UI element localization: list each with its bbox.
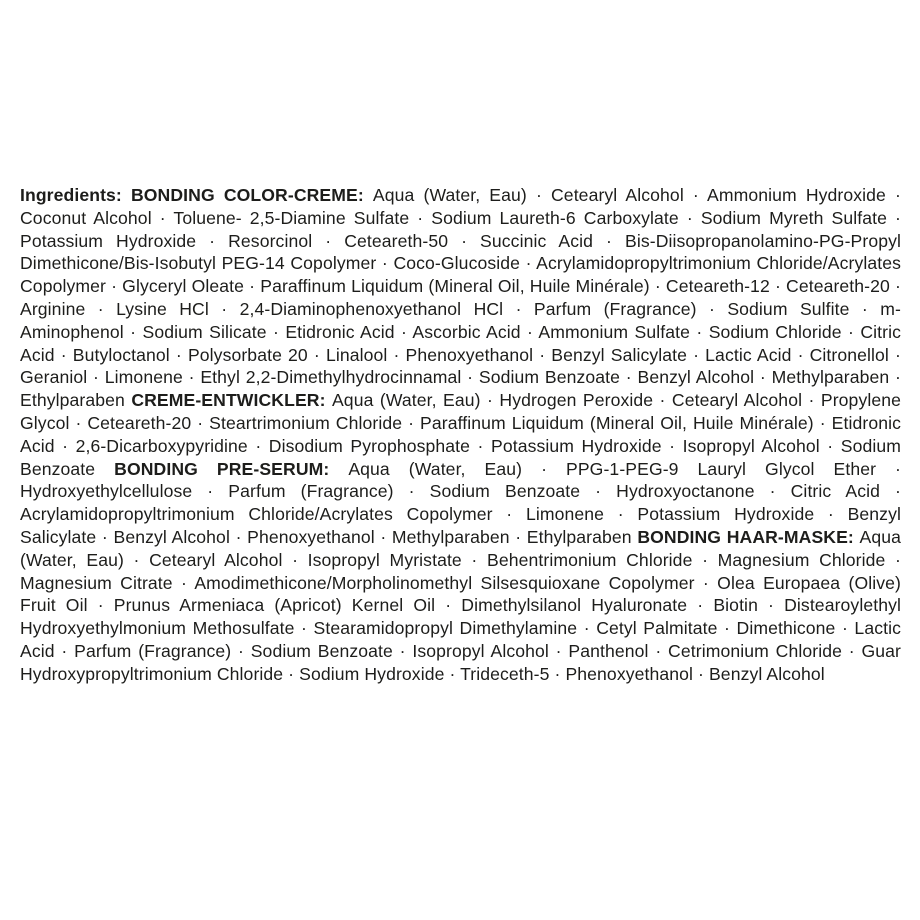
section-title: CREME-ENTWICKLER: (131, 390, 332, 411)
ingredients-paragraph (20, 184, 901, 686)
ingredients-label: Ingredients: (20, 185, 131, 205)
section-ingredients: Aqua (Water, Eau) · Cetearyl Alcohol · Isopropyl Myristate · Behentrimonium Chloride · Magnesium Chloride · Magnesium Citrate · Amodimethicone/Morpholinomethyl Silsesquioxane Copolymer · Olea Europaea (Olive) Fruit Oil · Prunus Armeniaca (Apricot) Kernel Oil · Dimethylsilanol Hyaluronate · Biotin · Distearoylethyl Hydroxyethylmonium Methosulfate · Stearamidopropyl Dimethylamine · Cetyl Palmitate · Dimethicone · Lactic Acid · Parfum (Fragrance) · Sodium Benzoate · Isopropyl Alcohol · Panthenol · Cetrimonium Chloride · Guar Hydroxypropyltrimonium Chloride · Sodium Hydroxide · Trideceth-5 · Phenoxyethanol · Benzyl Alcohol (20, 526, 902, 684)
section-ingredients: Aqua (Water, Eau) · Cetearyl Alcohol · Ammonium Hydroxide · Coconut Alcohol · Toluene- 2,5-Diamine Sulfate · Sodium Laureth-6 Carboxylate · Sodium Myreth Sulfate · Potassium Hydroxide · Resorcinol · Ceteareth-50 · Succinic Acid · Bis-Diisopropanolamino-PG-Propyl Dimethicone/Bis-Isobutyl PEG-14 Copolymer · Coco-Glucoside · Acrylamidopropyltrimonium Chloride/Acrylates Copolymer · Glyceryl Oleate · Paraffinum Liquidum (Mineral Oil, Huile Minérale) · Ceteareth-12 · Ceteareth-20 · Arginine · Lysine HCl · 2,4-Diaminophenoxyethanol HCl · Parfum (Fragrance) · Sodium Sulfite · m-Aminophenol · Sodium Silicate · Etidronic Acid · Ascorbic Acid · Ammonium Sulfate · Sodium Chloride · Citric Acid · Butyloctanol · Polysorbate 20 · Linalool · Phenoxyethanol · Benzyl Salicylate · Lactic Acid · Citronellol · Geraniol · Limonene · Ethyl 2,2-Dimethylhydrocinnamal · Sodium Benzoate · Benzyl Alcohol · Methylparaben · Ethylparaben (20, 185, 901, 411)
section-title: BONDING PRE-SERUM: (114, 458, 349, 479)
section-ingredients: Aqua (Water, Eau) · PPG-1-PEG-9 Lauryl Glycol Ether · Hydroxyethylcellulose · Parfum (Fragrance) · Sodium Benzoate · Hydroxyoctanone · Citric Acid · Acrylamidopropyltrimonium Chloride/Acrylates Copolymer · Limonene · Potassium Hydroxide · Benzyl Salicylate · Benzyl Alcohol · Phenoxyethanol · Methylparaben · Ethylparaben (20, 458, 902, 547)
section-title: BONDING COLOR-CREME: (130, 185, 373, 205)
section-ingredients: Aqua (Water, Eau) · Hydrogen Peroxide · Cetearyl Alcohol · Propylene Glycol · Ceteareth-20 · Steartrimonium Chloride · Paraffinum Liquidum (Mineral Oil, Huile Minérale) · Etidronic Acid · 2,6-Dicarboxypyridine · Disodium Pyrophosphate · Potassium Hydroxide · Isopropyl Alcohol · Sodium Benzoate (20, 390, 902, 479)
section-title: BONDING HAAR-MASKE: (637, 526, 860, 547)
